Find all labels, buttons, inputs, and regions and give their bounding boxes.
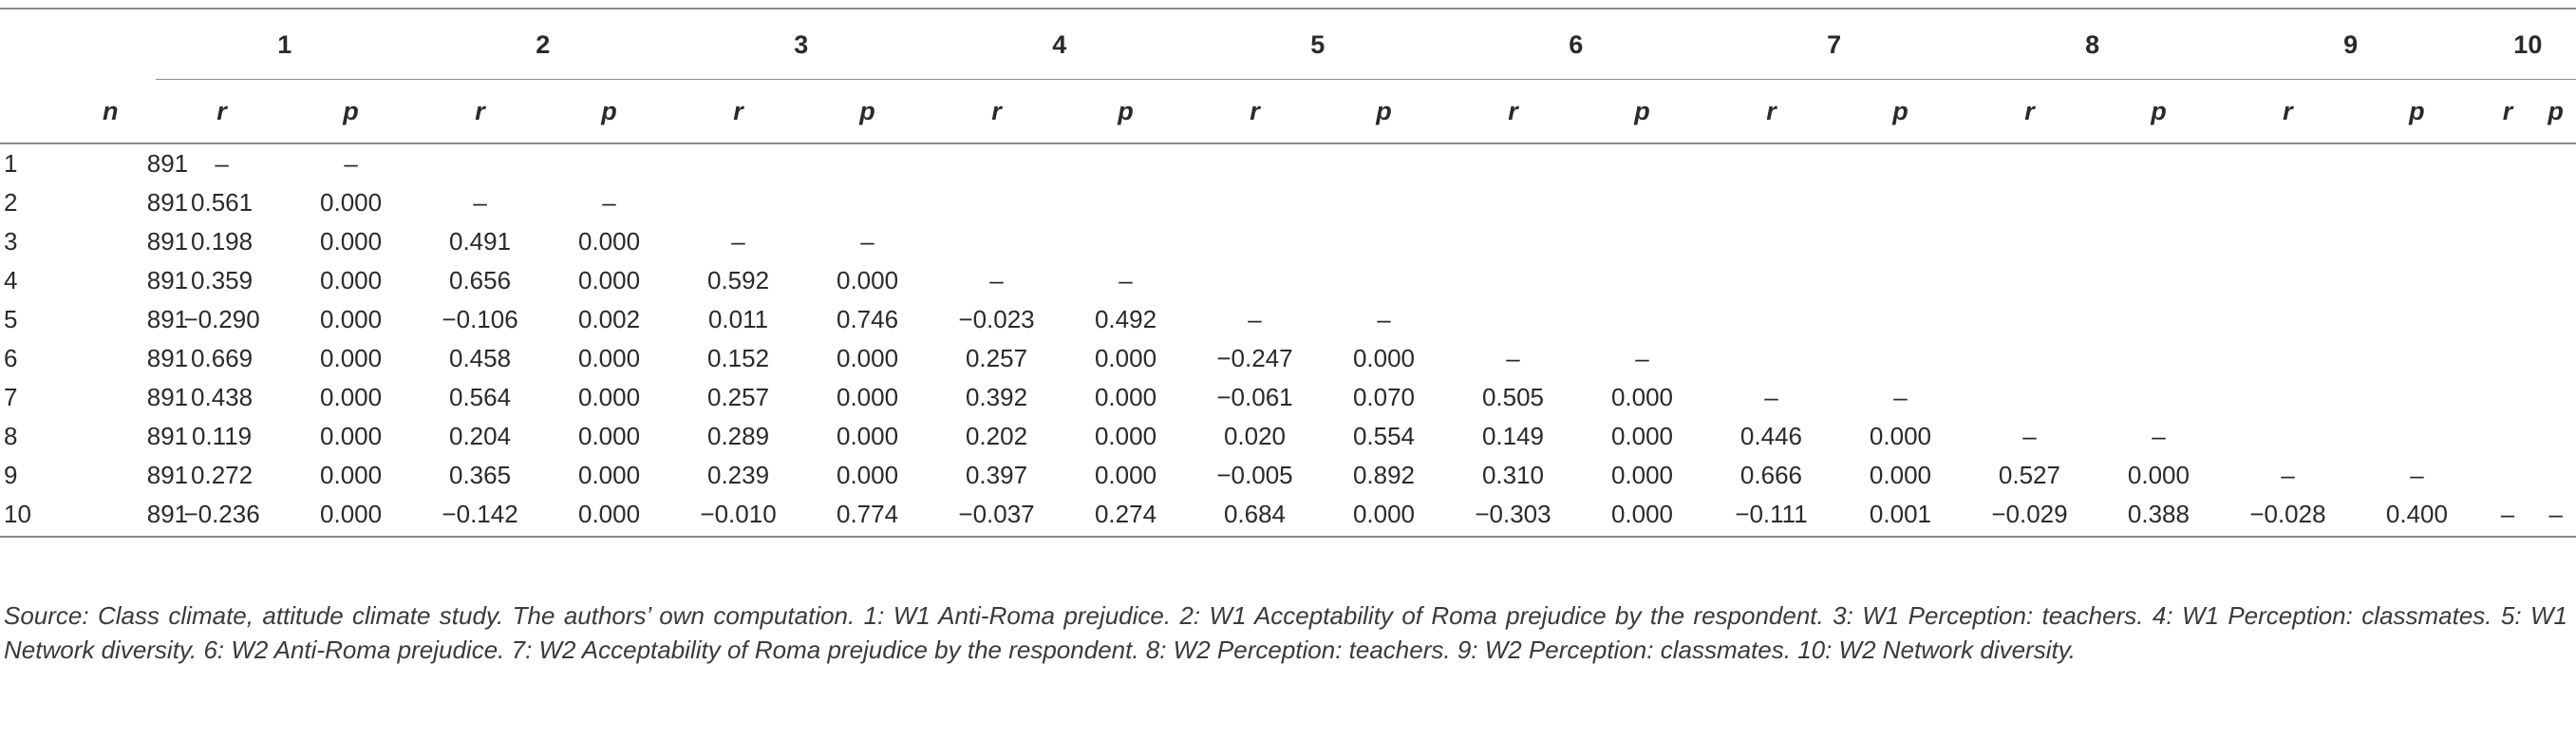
p-value-cell: 0.000: [1579, 495, 1704, 537]
header-r-7: r: [1705, 80, 1838, 143]
r-value-cell: 0.365: [449, 461, 512, 489]
p-value-cell: 0.000: [1321, 495, 1446, 537]
column-group-label: 3: [794, 29, 809, 59]
p-value-cell: [1579, 261, 1704, 300]
r-value-cell: 0.204: [449, 422, 512, 450]
header-p-6: p: [1579, 80, 1704, 143]
header-r-10: r: [2480, 80, 2536, 143]
r-value-cell: 0.684: [1189, 495, 1322, 537]
p-value-cell: [1321, 183, 1446, 222]
p-value-cell: 0.000: [836, 422, 899, 450]
header-p-5: p: [1321, 80, 1446, 143]
p-value-cell: 0.000: [836, 266, 899, 294]
r-value-cell: [1447, 143, 1580, 183]
p-value-cell: 0.000: [1352, 344, 1416, 372]
r-value-cell: [1964, 261, 2097, 300]
r-value-cell: 0.392: [965, 383, 1028, 411]
row-n-value: 891: [66, 495, 156, 537]
header-n: n: [66, 80, 156, 143]
row-n-value: 891: [146, 344, 189, 372]
p-value-cell: [2096, 183, 2221, 222]
r-value-cell: [1705, 339, 1838, 378]
r-value-cell: [931, 183, 1063, 222]
r-value-cell: [2222, 417, 2355, 456]
row-n-value: 891: [146, 422, 189, 450]
r-value-cell: −0.029: [1964, 495, 2097, 537]
r-value-cell: –: [2480, 495, 2536, 537]
column-group-label: 8: [2085, 29, 2100, 59]
r-value-cell: [2480, 143, 2536, 183]
p-value-cell: 0.002: [578, 305, 641, 333]
r-value-cell: [2222, 300, 2355, 339]
p-value-cell: 0.001: [1837, 495, 1963, 537]
r-value-cell: −0.061: [1216, 383, 1293, 411]
r-value-cell: −0.037: [931, 495, 1063, 537]
column-group-1: [156, 9, 414, 80]
header-r-3: r: [672, 80, 805, 143]
p-value-cell: [2354, 143, 2479, 183]
r-value-cell: [1705, 143, 1838, 183]
row-label: 10: [0, 495, 66, 537]
column-group-7: [1705, 9, 1964, 80]
row-label: 1: [4, 149, 18, 178]
r-value-cell: [2222, 378, 2355, 417]
p-value-cell: 0.000: [578, 266, 641, 294]
p-value-cell: 0.000: [546, 495, 671, 537]
r-value-cell: 0.020: [1223, 422, 1287, 450]
row-label: 7: [4, 383, 18, 411]
p-value-cell: [804, 143, 930, 183]
column-group-label: 10: [2513, 29, 2543, 59]
p-value-cell: 0.000: [1869, 422, 1931, 450]
p-value-cell: 0.000: [1094, 383, 1157, 411]
p-value-cell: –: [1377, 305, 1391, 333]
r-value-cell: 0.310: [1481, 461, 1545, 489]
row-n-value: 891: [146, 188, 189, 217]
r-value-cell: −0.106: [442, 305, 518, 333]
p-value-cell: [2535, 417, 2576, 456]
row-label: 5: [4, 305, 18, 333]
p-value-cell: 0.000: [836, 344, 899, 372]
table-row: [0, 417, 2576, 456]
r-value-cell: 0.669: [191, 344, 254, 372]
p-value-cell: 0.000: [1094, 344, 1157, 372]
r-value-cell: 0.438: [191, 383, 254, 411]
p-value-cell: –: [1893, 383, 1908, 411]
r-value-cell: 0.564: [449, 383, 512, 411]
header-r-4: r: [931, 80, 1063, 143]
r-value-cell: [2222, 339, 2355, 378]
header-r-9: r: [2222, 80, 2355, 143]
r-value-cell: −0.247: [1216, 344, 1293, 372]
header-p-8: p: [2096, 80, 2221, 143]
r-value-cell: −0.303: [1447, 495, 1580, 537]
r-value-cell: [2480, 339, 2536, 378]
r-value-cell: [1447, 183, 1580, 222]
p-value-cell: 0.000: [1610, 422, 1674, 450]
r-value-cell: [1705, 300, 1838, 339]
p-value-cell: [2535, 143, 2576, 183]
p-value-cell: 0.000: [836, 383, 899, 411]
r-value-cell: [1189, 143, 1322, 183]
header-r-1: r: [156, 80, 289, 143]
p-value-cell: [2096, 222, 2221, 261]
p-value-cell: [2535, 378, 2576, 417]
p-value-cell: [2535, 339, 2576, 378]
table-row: [0, 183, 2576, 222]
r-value-cell: −0.111: [1705, 495, 1838, 537]
p-value-cell: 0.000: [288, 495, 413, 537]
column-group-9: [2222, 9, 2480, 80]
p-value-cell: [1062, 143, 1188, 183]
p-value-cell: 0.774: [804, 495, 930, 537]
p-value-cell: [2535, 300, 2576, 339]
column-group-label: 6: [1569, 29, 1584, 59]
r-value-cell: [1964, 300, 2097, 339]
correlation-table: [0, 8, 2576, 538]
table-row: [0, 339, 2576, 378]
p-value-cell: [2096, 143, 2221, 183]
r-value-cell: –: [473, 188, 487, 217]
table-row: [0, 143, 2576, 183]
r-value-cell: [1189, 222, 1322, 261]
p-value-cell: [2354, 300, 2479, 339]
r-value-cell: −0.236: [156, 495, 289, 537]
header-r-5: r: [1189, 80, 1322, 143]
group-header-row: [0, 9, 2576, 80]
p-value-cell: 0.000: [578, 461, 641, 489]
header-p-7: p: [1837, 80, 1963, 143]
r-value-cell: 0.561: [191, 188, 254, 217]
r-value-cell: −0.028: [2222, 495, 2355, 537]
header-r-2: r: [414, 80, 547, 143]
table-row: [0, 222, 2576, 261]
table-row: [0, 300, 2576, 339]
r-value-cell: 0.505: [1481, 383, 1545, 411]
p-value-cell: 0.388: [2096, 495, 2221, 537]
r-value-cell: [1447, 222, 1580, 261]
p-value-cell: 0.000: [320, 461, 383, 489]
r-value-cell: −0.290: [183, 305, 260, 333]
p-value-cell: –: [344, 149, 358, 178]
r-value-cell: 0.289: [706, 422, 770, 450]
row-n-value: 891: [146, 383, 189, 411]
p-value-cell: [1837, 222, 1963, 261]
header-blank: [0, 9, 156, 80]
r-value-cell: 0.119: [191, 422, 253, 450]
r-value-cell: 0.152: [706, 344, 770, 372]
p-value-cell: [2535, 261, 2576, 300]
row-label: 2: [4, 188, 18, 217]
p-value-cell: [1579, 183, 1704, 222]
p-value-cell: 0.000: [578, 227, 641, 256]
p-value-cell: [1579, 300, 1704, 339]
r-value-cell: [2480, 417, 2536, 456]
table-footnote: Source: Class climate, attitude climate study. The authors’ own computation. 1: W1 Anti-Roma prejudice. 2: W1 Acceptability of Roma prejudice by the respondent. 3: W1 Perception: teachers. 4: W1 Perception: classmates. 5: W1 Network diversity. 6: W2 Anti-Roma prejudice. 7: W2 Acceptability of Roma prejudice by the respondent. 8: W2 Perception: teachers. 9: W2 Perception: classmates. 10: W2 Network diversity.: [4, 601, 2567, 664]
row-n-value: 891: [146, 305, 189, 333]
header-p-3: p: [804, 80, 930, 143]
p-value-cell: 0.000: [1610, 383, 1674, 411]
p-value-cell: [2354, 378, 2479, 417]
r-value-cell: –: [989, 266, 1004, 294]
r-value-cell: 0.592: [706, 266, 770, 294]
r-value-cell: [1705, 261, 1838, 300]
r-value-cell: −0.010: [672, 495, 805, 537]
r-value-cell: 0.198: [191, 227, 254, 256]
table-row: [0, 378, 2576, 417]
p-value-cell: [2354, 222, 2479, 261]
r-value-cell: [1964, 183, 2097, 222]
p-value-cell: [1579, 143, 1704, 183]
p-value-cell: [1321, 261, 1446, 300]
table-row: [0, 495, 2576, 537]
r-value-cell: [1964, 222, 2097, 261]
column-group-6: [1447, 9, 1705, 80]
table-row: [0, 456, 2576, 495]
row-label: 6: [4, 344, 18, 372]
r-value-cell: 0.359: [191, 266, 254, 294]
column-group-label: 1: [277, 29, 292, 59]
p-value-cell: 0.000: [836, 461, 899, 489]
row-n-value: 891: [146, 149, 189, 178]
r-value-cell: –: [2022, 422, 2037, 450]
p-value-cell: [1837, 183, 1963, 222]
r-value-cell: [931, 143, 1063, 183]
r-value-cell: −0.005: [1216, 461, 1293, 489]
r-value-cell: 0.257: [706, 383, 770, 411]
r-value-cell: [1964, 378, 2097, 417]
p-value-cell: [1837, 300, 1963, 339]
column-group-10: [2480, 9, 2576, 80]
r-value-cell: 0.656: [449, 266, 512, 294]
p-value-cell: –: [2152, 422, 2166, 450]
p-value-cell: [1837, 261, 1963, 300]
row-label: 3: [4, 227, 18, 256]
column-group-2: [414, 9, 672, 80]
r-value-cell: [2480, 183, 2536, 222]
column-group-3: [672, 9, 931, 80]
p-value-cell: –: [1119, 266, 1133, 294]
p-value-cell: 0.000: [1869, 461, 1931, 489]
r-value-cell: –: [215, 149, 229, 178]
table-header: [0, 9, 2576, 143]
row-label: 4: [4, 266, 18, 294]
r-value-cell: 0.239: [706, 461, 770, 489]
r-value-cell: [2480, 300, 2536, 339]
p-value-cell: –: [1635, 344, 1649, 372]
column-group-5: [1189, 9, 1447, 80]
p-value-cell: 0.000: [320, 227, 383, 256]
p-value-cell: 0.554: [1352, 422, 1416, 450]
header-p-4: p: [1062, 80, 1188, 143]
column-group-8: [1964, 9, 2222, 80]
r-value-cell: 0.491: [449, 227, 512, 256]
p-value-cell: [1321, 222, 1446, 261]
r-value-cell: −0.142: [414, 495, 547, 537]
row-n-value: 891: [146, 266, 189, 294]
r-value-cell: [1705, 183, 1838, 222]
p-value-cell: 0.000: [320, 188, 383, 217]
r-value-cell: 0.666: [1739, 461, 1802, 489]
r-value-cell: [2480, 378, 2536, 417]
p-value-cell: [2096, 378, 2221, 417]
p-value-cell: 0.000: [320, 266, 383, 294]
r-value-cell: [1189, 261, 1322, 300]
r-value-cell: 0.202: [965, 422, 1028, 450]
p-value-cell: 0.000: [1610, 461, 1674, 489]
header-p-9: p: [2354, 80, 2479, 143]
r-value-cell: [2222, 261, 2355, 300]
row-n-value: 891: [146, 227, 189, 256]
p-value-cell: [2354, 261, 2479, 300]
r-value-cell: [2480, 456, 2536, 495]
r-value-cell: −0.023: [958, 305, 1035, 333]
column-group-label: 5: [1310, 29, 1326, 59]
p-value-cell: [2096, 339, 2221, 378]
row-n-value: 891: [146, 461, 189, 489]
column-group-label: 7: [1827, 29, 1842, 59]
r-value-cell: 0.149: [1481, 422, 1545, 450]
row-label: 9: [4, 461, 18, 489]
r-value-cell: [1189, 183, 1322, 222]
p-value-cell: –: [2535, 495, 2576, 537]
p-value-cell: [1579, 222, 1704, 261]
p-value-cell: 0.070: [1352, 383, 1416, 411]
p-value-cell: 0.400: [2354, 495, 2479, 537]
p-value-cell: [2096, 261, 2221, 300]
p-value-cell: 0.746: [836, 305, 899, 333]
p-value-cell: [1062, 183, 1188, 222]
r-value-cell: –: [1248, 305, 1262, 333]
r-value-cell: 0.446: [1739, 422, 1802, 450]
p-value-cell: [1837, 339, 1963, 378]
r-value-cell: 0.397: [965, 461, 1028, 489]
p-value-cell: –: [860, 227, 874, 256]
p-value-cell: 0.000: [2127, 461, 2190, 489]
p-value-cell: 0.000: [578, 422, 641, 450]
r-value-cell: [1964, 143, 2097, 183]
p-value-cell: [2535, 222, 2576, 261]
header-r-8: r: [1964, 80, 2097, 143]
r-value-cell: [1705, 222, 1838, 261]
r-value-cell: [1964, 339, 2097, 378]
p-value-cell: 0.492: [1094, 305, 1157, 333]
p-value-cell: [2354, 339, 2479, 378]
p-value-cell: 0.000: [320, 422, 383, 450]
p-value-cell: [546, 143, 671, 183]
r-value-cell: 0.011: [707, 305, 769, 333]
r-value-cell: [2222, 183, 2355, 222]
r-value-cell: [2480, 261, 2536, 300]
p-value-cell: [2096, 300, 2221, 339]
p-value-cell: [2535, 183, 2576, 222]
r-value-cell: [2480, 222, 2536, 261]
r-value-cell: [672, 183, 805, 222]
p-value-cell: [804, 183, 930, 222]
header-p-10: p: [2535, 80, 2576, 143]
r-value-cell: [1447, 300, 1580, 339]
table-body: [0, 143, 2576, 537]
r-value-cell: [931, 222, 1063, 261]
subheader-row: [0, 80, 2576, 143]
header-p-2: p: [546, 80, 671, 143]
r-value-cell: 0.458: [449, 344, 512, 372]
p-value-cell: [2535, 456, 2576, 495]
p-value-cell: 0.000: [1094, 461, 1157, 489]
p-value-cell: –: [602, 188, 616, 217]
column-group-label: 4: [1052, 29, 1067, 59]
p-value-cell: [2354, 417, 2479, 456]
r-value-cell: 0.527: [1998, 461, 2060, 489]
header-p-1: p: [288, 80, 413, 143]
p-value-cell: 0.000: [320, 305, 383, 333]
table-row: [0, 261, 2576, 300]
p-value-cell: 0.000: [320, 383, 383, 411]
r-value-cell: 0.257: [965, 344, 1028, 372]
p-value-cell: [1321, 143, 1446, 183]
column-group-4: [931, 9, 1189, 80]
r-value-cell: –: [1506, 344, 1520, 372]
p-value-cell: –: [2410, 461, 2424, 489]
r-value-cell: [2222, 143, 2355, 183]
header-r-6: r: [1447, 80, 1580, 143]
p-value-cell: [2354, 183, 2479, 222]
r-value-cell: [414, 143, 547, 183]
header-index-blank: [0, 80, 66, 143]
p-value-cell: [1837, 143, 1963, 183]
p-value-cell: 0.000: [320, 344, 383, 372]
r-value-cell: –: [731, 227, 745, 256]
p-value-cell: 0.892: [1352, 461, 1416, 489]
r-value-cell: –: [2281, 461, 2295, 489]
r-value-cell: [2222, 222, 2355, 261]
p-value-cell: 0.000: [578, 383, 641, 411]
r-value-cell: [672, 143, 805, 183]
r-value-cell: [1447, 261, 1580, 300]
column-group-label: 2: [536, 29, 551, 59]
p-value-cell: 0.000: [578, 344, 641, 372]
r-value-cell: 0.272: [191, 461, 254, 489]
column-group-label: 9: [2343, 29, 2359, 59]
row-label: 8: [4, 422, 18, 450]
p-value-cell: 0.274: [1062, 495, 1188, 537]
p-value-cell: [1062, 222, 1188, 261]
r-value-cell: –: [1764, 383, 1778, 411]
p-value-cell: 0.000: [1094, 422, 1157, 450]
